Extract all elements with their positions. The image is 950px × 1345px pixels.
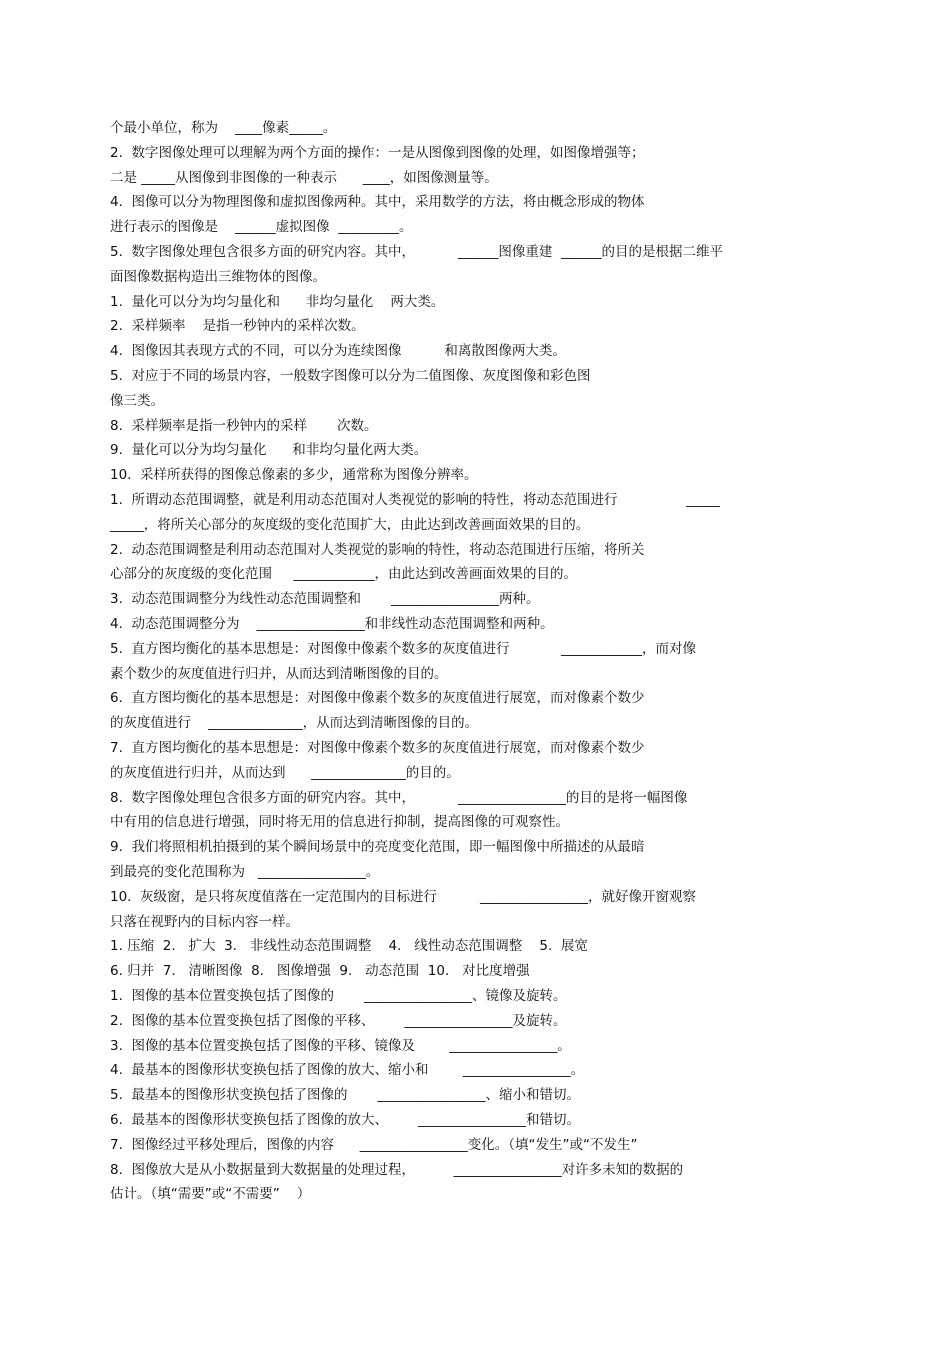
- text-line: 估计。（填“需要”或“不需要” ）: [110, 1186, 311, 1202]
- text-line: 1. 量化可以分为均匀量化和 非均匀量化 两大类。: [110, 294, 445, 310]
- text-line: 4. 图像因其表现方式的不同，可以分为连续图像 和离散图像两大类。: [110, 343, 566, 359]
- text-line: 心部分的灰度级的变化范围 ____________，由此达到改善画面效果的目的。: [110, 566, 577, 582]
- text-line: 素个数少的灰度值进行归并，从而达到清晰图像的目的。: [110, 666, 448, 682]
- text-line: 7. 直方图均衡化的基本思想是：对图像中像素个数多的灰度值进行展宽，而对像素个数少: [110, 740, 645, 756]
- text-line: 个最小单位，称为 ____像素_____。: [110, 120, 337, 136]
- text-line: 4. 图像可以分为物理图像和虚拟图像两种。其中，采用数学的方法，将由概念形成的物体: [110, 194, 645, 210]
- text-line: 10. 灰级窗，是只将灰度值落在一定范围内的目标进行 ________________，就好像开窗观察: [110, 889, 696, 905]
- text-line: 进行表示的图像是 ______虚拟图像 _________。: [110, 219, 413, 235]
- text-line: 2. 图像的基本位置变换包括了图像的平移、 ________________及旋转。: [110, 1013, 567, 1029]
- text-line: 7. 图像经过平移处理后，图像的内容 ________________变化。（填“发生”或“不发生”: [110, 1137, 638, 1153]
- text-line: 面图像数据构造出三维物体的图像。: [110, 269, 326, 285]
- text-line: 4. 最基本的图像形状变换包括了图像的放大、缩小和 ________________。: [110, 1062, 585, 1078]
- text-line: 2. 动态范围调整是利用动态范围对人类视觉的影响的特性，将动态范围进行压缩，将所关: [110, 542, 645, 558]
- text-line: 8. 采样频率是指一秒钟内的采样 次数。: [110, 418, 378, 434]
- text-line: 只落在视野内的目标内容一样。: [110, 914, 299, 930]
- text-line: 8. 图像放大是从小数据量到大数据量的处理过程， ________________对许多未知的数据的: [110, 1162, 684, 1178]
- text-line: 5. 直方图均衡化的基本思想是：对图像中像素个数多的灰度值进行 ____________，而对像: [110, 641, 696, 657]
- text-line: 6. 最基本的图像形状变换包括了图像的放大、 ________________和错切。: [110, 1112, 581, 1128]
- text-line: 像三类。: [110, 393, 164, 409]
- text-line: 9. 我们将照相机拍摄到的某个瞬间场景中的亮度变化范围，即一幅图像中所描述的从最暗: [110, 839, 645, 855]
- text-line: _____，将所关心部分的灰度级的变化范围扩大，由此达到改善画面效果的目的。: [110, 517, 590, 533]
- text-line: 1. 所谓动态范围调整，就是利用动态范围对人类视觉的影响的特性，将动态范围进行 _____: [110, 492, 720, 508]
- text-line: 3. 图像的基本位置变换包括了图像的平移、镜像及 ________________。: [110, 1038, 571, 1054]
- text-line: 8. 数字图像处理包含很多方面的研究内容。其中， ________________的目的是将一幅图像: [110, 790, 688, 806]
- text-line: 5. 对应于不同的场景内容，一般数字图像可以分为二值图像、灰度图像和彩色图: [110, 368, 591, 384]
- text-line: 1. 压缩 2. 扩大 3. 非线性动态范围调整 4. 线性动态范围调整 5. 展宽: [110, 938, 588, 954]
- text-line: 9. 量化可以分为均匀量化 和非均匀量化两大类。: [110, 442, 428, 458]
- text-line: 二是 _____从图像到非图像的一种表示 ____，如图像测量等。: [110, 170, 498, 186]
- text-line: 6. 直方图均衡化的基本思想是：对图像中像素个数多的灰度值进行展宽，而对像素个数少: [110, 690, 645, 706]
- text-line: 中有用的信息进行增强，同时将无用的信息进行抑制，提高图像的可观察性。: [110, 814, 569, 830]
- text-line: 5. 数字图像处理包含很多方面的研究内容。其中， ______图像重建 ______的目的是根据二维平: [110, 244, 723, 260]
- text-line: 2. 采样频率 是指一秒钟内的采样次数。: [110, 318, 365, 334]
- text-line: 2. 数字图像处理可以理解为两个方面的操作：一是从图像到图像的处理，如图像增强等；: [110, 145, 645, 161]
- text-line: 4. 动态范围调整分为 ________________和非线性动态范围调整和两种。: [110, 616, 554, 632]
- text-line: 的灰度值进行归并，从而达到 ______________的目的。: [110, 765, 460, 781]
- text-line: 6. 归并 7. 清晰图像 8. 图像增强 9. 动态范围 10. 对比度增强: [110, 963, 530, 979]
- text-line: 10. 采样所获得的图像总像素的多少，通常称为图像分辨率。: [110, 467, 478, 483]
- text-line: 的灰度值进行 ______________，从而达到清晰图像的目的。: [110, 715, 479, 731]
- text-line: 1. 图像的基本位置变换包括了图像的 ________________、镜像及旋转。: [110, 988, 567, 1004]
- text-line: 到最亮的变化范围称为 ________________。: [110, 864, 380, 880]
- text-line: 5. 最基本的图像形状变换包括了图像的 ________________、缩小和错切。: [110, 1087, 581, 1103]
- text-line: 3. 动态范围调整分为线性动态范围调整和 ________________两种。: [110, 591, 540, 607]
